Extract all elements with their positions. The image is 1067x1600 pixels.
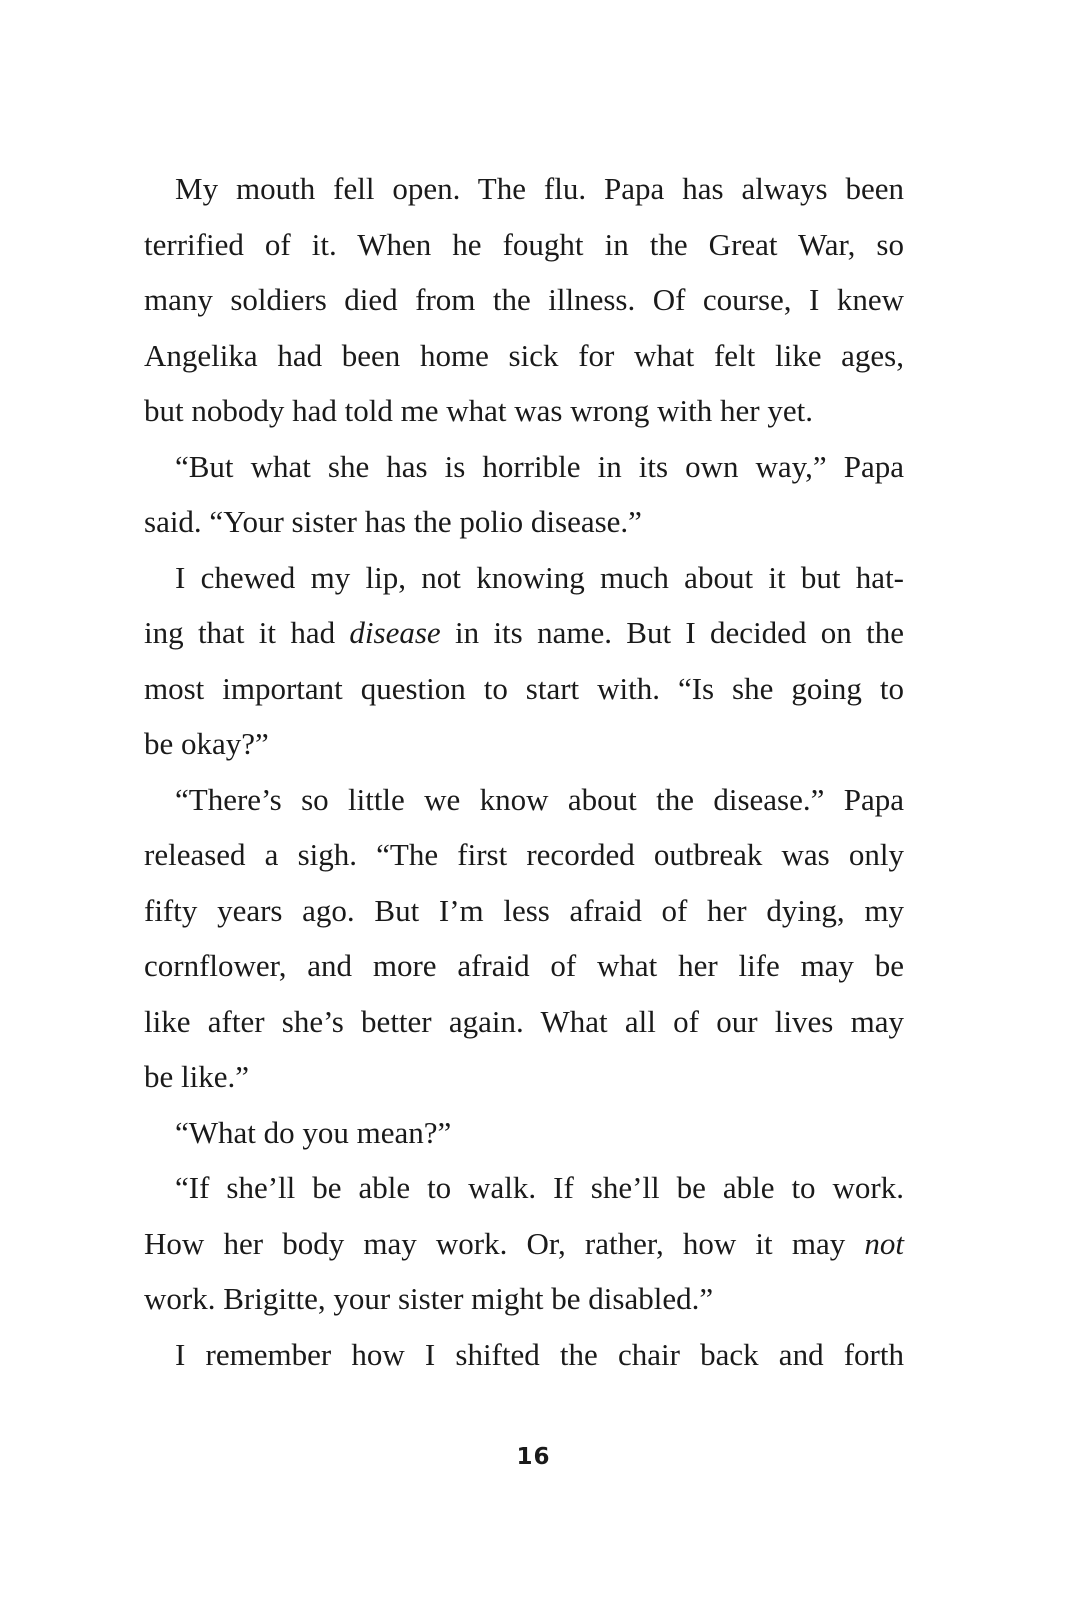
text-line: fifty years ago. But I’m less afraid of her dying, my (144, 892, 904, 928)
text-line: released a sigh. “The first recorded outbreak was only (144, 837, 904, 872)
text-line: like after she’s better again. What all of our lives may (144, 1003, 904, 1039)
text-line: My mouth fell open. The flu. Papa has always been (175, 171, 904, 206)
text-line: “But what she has is horrible in its own way,” Papa (175, 448, 904, 484)
text-segment: in its name. But I decided on the (440, 615, 904, 650)
text-line: “If she’ll be able to walk. If she’ll be able to work. (175, 1170, 904, 1205)
text-segment: How her body may work. Or, rather, how it may (144, 1225, 865, 1261)
emphasized-text: disease (349, 615, 441, 650)
text-line (144, 605, 904, 661)
text-line: but nobody had told me what was wrong with her yet. (144, 393, 813, 428)
text-line: I remember how I shifted the chair back and forth (175, 1336, 904, 1372)
text-line: many soldiers died from the illness. Of course, I knew (144, 282, 904, 317)
text-line: I chewed my lip, not knowing much about it but hat- (175, 559, 904, 595)
text-line: “There’s so little we know about the disease.” Papa (175, 781, 904, 817)
text-line: “What do you mean?” (175, 1114, 452, 1150)
text-line: be okay?” (144, 726, 269, 761)
text-line (144, 1216, 904, 1272)
text-line: Angelika had been home sick for what felt like ages, (144, 337, 904, 373)
text-line: said. “Your sister has the polio disease.” (144, 504, 642, 539)
text-segment: ing that it had (144, 615, 350, 650)
text-line: terrified of it. When he fought in the Great War, so (144, 226, 904, 262)
text-line: be like.” (144, 1059, 250, 1094)
text-line: cornflower, and more afraid of what her life may be (144, 948, 904, 983)
text-line: most important question to start with. “Is she going to (144, 670, 904, 706)
page-number: 16 (516, 1444, 551, 1470)
body-text (144, 161, 904, 1382)
text-line: work. Brigitte, your sister might be disabled.” (144, 1281, 714, 1316)
emphasized-text: not (864, 1225, 904, 1261)
